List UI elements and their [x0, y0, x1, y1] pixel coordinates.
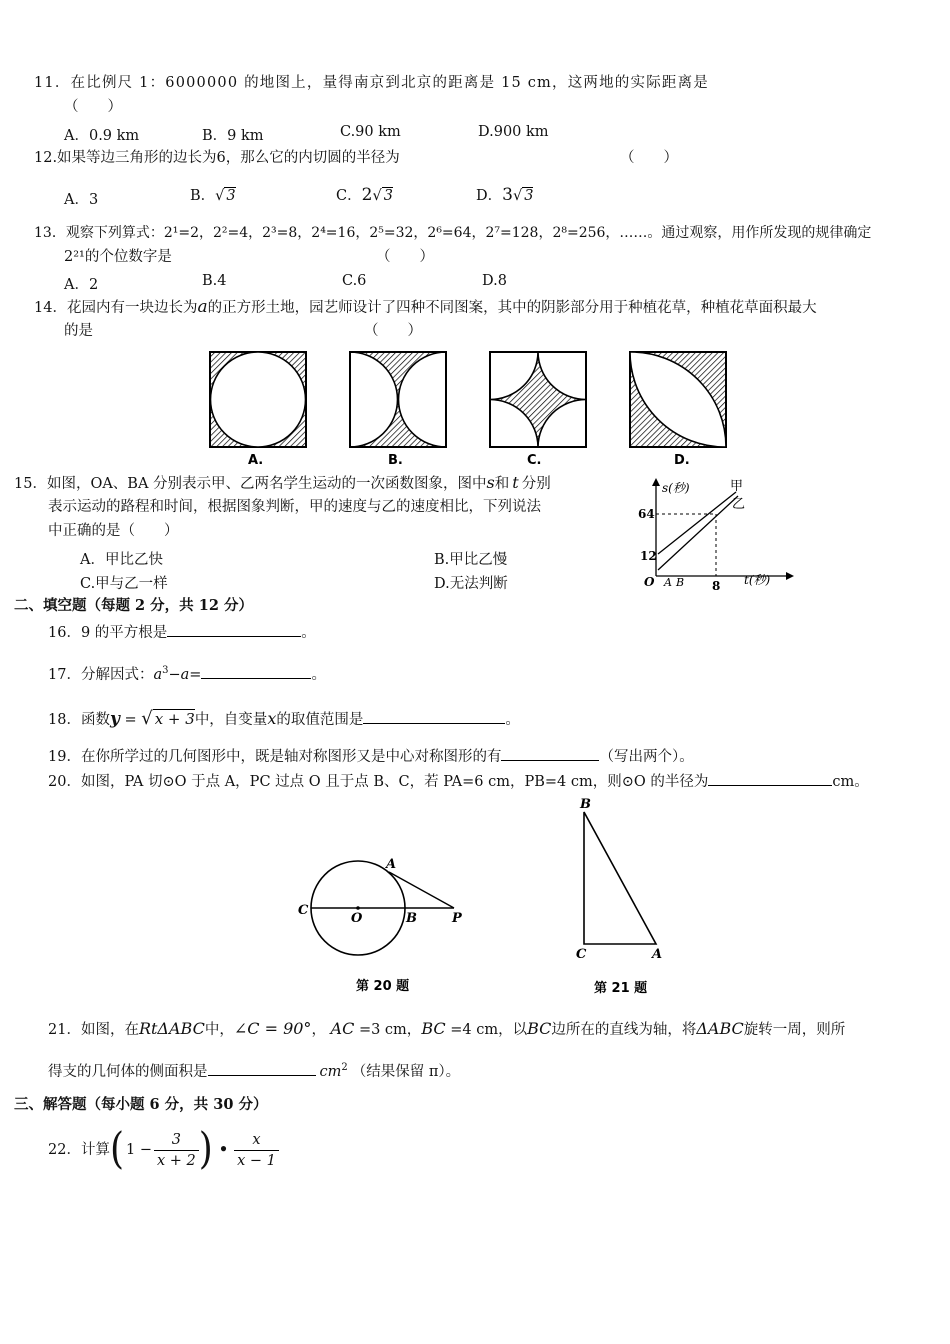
q12-paren: （ ）	[620, 150, 678, 166]
q22-den2: x − 1	[237, 1152, 276, 1169]
q13-stem: 13．观察下列算式：2¹=2，2²=4，2³=8，2⁴=16，2⁵=32，2⁶=64，2⁷=128，2⁸=256，……。通过观察，用作所发现的规律确定	[34, 225, 872, 241]
figure-b	[350, 352, 446, 447]
q21-ac: AC	[330, 1019, 355, 1038]
sqrt-icon: √	[141, 708, 153, 729]
q17-a: a	[153, 666, 163, 683]
caption-c: C.	[527, 453, 542, 468]
label-yi: 乙	[732, 497, 746, 512]
q19-answer-blank[interactable]	[501, 746, 599, 761]
q17-end: 。	[311, 666, 326, 683]
figure-c	[490, 352, 586, 447]
q15-line2: 表示运动的路程和时间，根据图象判断，甲的速度与乙的速度相比，下列说法	[48, 499, 541, 515]
q12-c-coef: 2	[361, 185, 373, 205]
figure-21	[568, 796, 678, 998]
label-b: B	[406, 911, 417, 926]
figure-a	[210, 352, 306, 447]
caption-d: D.	[674, 453, 690, 468]
q21-bc2: BC	[527, 1019, 552, 1038]
q22-dot: •	[218, 1141, 229, 1158]
q14-stem2: 的是	[64, 323, 93, 339]
x-axis-arrow-icon	[786, 572, 794, 580]
q20	[48, 771, 869, 791]
q12-d-radicand: 3	[524, 188, 534, 204]
q22-one: 1 −	[126, 1142, 152, 1158]
q21-post: 旋转一周，则所	[743, 1022, 846, 1038]
q13-option-a: A．2	[64, 277, 99, 293]
left-paren-icon: (	[109, 1124, 124, 1174]
q22	[48, 1124, 279, 1174]
tick-64: 64	[638, 507, 655, 521]
q13-option-d: D.8	[482, 273, 507, 289]
q12-b-radicand: 3	[226, 188, 236, 204]
q21-angle: ∠C = 90°	[233, 1019, 312, 1038]
q15-line1-post: 分别	[521, 476, 551, 492]
q17-a2: a	[180, 666, 190, 683]
q18	[48, 709, 520, 729]
q15-s: s	[486, 473, 495, 492]
q21-bcv: =4 cm，以	[450, 1022, 528, 1038]
q16-answer-blank[interactable]	[167, 622, 301, 637]
q12-option-a: A．3	[64, 192, 99, 208]
tick-12: 12	[640, 549, 657, 563]
q14-figures	[200, 344, 740, 474]
q21-tail: （结果保留 π）。	[351, 1063, 461, 1080]
q17-answer-blank[interactable]	[201, 664, 311, 679]
q11-stem: 11．在比例尺 1：6000000 的地图上，量得南京到北京的距离是 15 cm，这两地的实际距离是	[34, 75, 710, 91]
q15-line1	[14, 474, 551, 493]
tick-8: 8	[712, 579, 721, 593]
q12-stem: 12.如果等边三角形的边长为6，那么它的内切圆的半径为	[34, 150, 400, 166]
q18-radicand: x + 3	[154, 710, 195, 728]
caption-a: A.	[248, 453, 264, 468]
label-a: A	[664, 576, 672, 589]
q11-option-b: B．9 km	[202, 128, 264, 144]
q12-option-b	[190, 184, 236, 205]
q14-stem-post: 的正方形土地，园艺师设计了四种不同图案，其中的阴影部分用于种植花草，种植花草面积最大	[207, 300, 817, 316]
q15-option-d: D.无法判断	[434, 576, 508, 592]
q17	[48, 662, 326, 684]
q13-option-b: B.4	[202, 273, 227, 289]
q15-t: t	[512, 473, 519, 492]
q13-option-c: C.6	[342, 273, 367, 289]
q20-answer-blank[interactable]	[708, 771, 832, 786]
section-2-heading: 二、填空题（每题 2 分，共 12 分）	[14, 597, 253, 614]
q12-d-coef: 3	[502, 185, 513, 205]
q15-option-a: A．甲比乙快	[80, 552, 163, 568]
triangle-abc	[584, 812, 656, 944]
q13-stem2: 2²¹的个位数字是	[64, 249, 172, 265]
q18-end: 。	[505, 712, 520, 728]
figure-d	[630, 352, 726, 447]
q17-minus: −	[168, 666, 181, 683]
sqrt-icon: √	[215, 188, 225, 204]
q20-text: 20．如图，PA 切⊙O 于点 A，PC 过点 O 且于点 B、C，若 PA=6 cm，PB=4 cm，则⊙O 的半径为	[48, 774, 709, 790]
q11-option-d: D.900 km	[478, 124, 549, 140]
q12-option-d-label: D．	[476, 188, 503, 204]
q22-pre: 22．计算	[48, 1142, 110, 1158]
q18-answer-blank[interactable]	[363, 709, 505, 724]
label-c: C	[298, 903, 309, 918]
label-jia: 甲	[730, 479, 744, 494]
q21-acv: =3 cm，	[358, 1022, 422, 1038]
q14-stem	[34, 298, 817, 317]
tangent-pa	[389, 872, 454, 908]
figure-20	[292, 850, 470, 1000]
q22-fraction-1	[154, 1130, 199, 1171]
fig21-caption: 第 21 题	[594, 981, 648, 996]
q18-eq: =	[119, 712, 142, 728]
q11-option-a: A．0.9 km	[64, 128, 140, 144]
q17-eq: =	[189, 666, 202, 683]
q11-paren: （ ）	[64, 99, 122, 115]
q21-unit-sup: 2	[341, 1062, 348, 1073]
q18-y: y	[109, 709, 120, 729]
q21-unit: cm	[319, 1063, 342, 1080]
sqrt-icon: √	[372, 188, 382, 204]
q17-text: 17．分解因式：	[48, 666, 154, 683]
q12-option-d	[476, 184, 533, 205]
q12-option-b-label: B．	[190, 188, 216, 204]
line-jia	[658, 496, 738, 570]
q21-line2-text: 得支的几何体的侧面积是	[48, 1063, 208, 1080]
q12-option-c	[336, 184, 393, 205]
q21-rt: RtΔABC	[138, 1019, 205, 1038]
q14-var: a	[197, 297, 208, 317]
q13-paren: （ ）	[376, 249, 434, 265]
q18-mid: 中，自变量	[194, 712, 268, 728]
q19-text: 19．在你所学过的几何图形中，既是轴对称图形又是中心对称图形的有	[48, 749, 502, 765]
label-a: A	[652, 947, 663, 962]
q21-line2	[48, 1059, 460, 1081]
label-c: C	[576, 947, 587, 962]
q15-option-b: B.甲比乙慢	[434, 552, 508, 568]
q15-line1-pre: 15．如图，OA、BA 分别表示甲、乙两名学生运动的一次函数图象，图中	[14, 476, 487, 492]
fig20-caption: 第 20 题	[356, 979, 410, 994]
right-paren-icon: )	[198, 1124, 213, 1174]
label-o: O	[351, 911, 363, 926]
q19-end: （写出两个）。	[599, 749, 694, 765]
q21-bc: BC	[421, 1019, 446, 1038]
q22-num2: x	[234, 1130, 279, 1151]
q21-mid1: 中，	[204, 1022, 234, 1038]
q11-option-c: C.90 km	[340, 124, 401, 140]
sqrt-icon: √	[512, 188, 523, 204]
q21-mid2: ，	[311, 1022, 326, 1038]
center-dot	[356, 906, 360, 910]
q15-and: 和	[494, 476, 510, 492]
q21-mid3: 边所在的直线为轴，将	[551, 1022, 697, 1038]
q20-end: cm。	[832, 774, 869, 790]
q16	[48, 622, 316, 642]
q14-stem-pre: 14．花园内有一块边长为	[34, 300, 198, 316]
q12-option-c-label: C．	[336, 188, 362, 204]
q21-line1	[48, 1020, 845, 1039]
section-3-heading: 三、解答题（每小题 6 分，共 30 分）	[14, 1096, 268, 1113]
q21-pre: 21．如图，在	[48, 1022, 139, 1038]
q21-answer-blank[interactable]	[208, 1061, 316, 1076]
q15-option-c: C.甲与乙一样	[80, 576, 168, 592]
q18-x: x	[267, 709, 277, 728]
q21-tri: ΔABC	[696, 1019, 744, 1038]
q22-den1: x + 2	[156, 1152, 196, 1169]
label-b: B	[676, 576, 685, 589]
y-axis-label: s(秒)	[662, 481, 690, 495]
q16-end: 。	[301, 625, 316, 641]
q15-line3: 中正确的是（ ）	[48, 523, 179, 539]
q14-paren: （ ）	[364, 323, 422, 339]
q17-sup: 3	[162, 665, 169, 676]
line-yi	[658, 492, 736, 554]
label-b: B	[580, 797, 591, 812]
label-a: A	[386, 857, 397, 872]
label-o: O	[644, 575, 655, 589]
x-axis-label: t(秒)	[744, 573, 771, 587]
q15-graph	[632, 474, 802, 598]
q18-post: 的取值范围是	[276, 712, 364, 728]
label-p: P	[452, 911, 462, 926]
q18-pre: 18．函数	[48, 712, 110, 728]
q22-fraction-2	[234, 1130, 279, 1171]
q22-num1: 3	[154, 1130, 199, 1151]
q19	[48, 746, 694, 766]
q12-c-radicand: 3	[383, 188, 393, 204]
y-axis-arrow-icon	[652, 478, 660, 486]
q16-text: 16．9 的平方根是	[48, 625, 168, 641]
caption-b: B.	[388, 453, 403, 468]
